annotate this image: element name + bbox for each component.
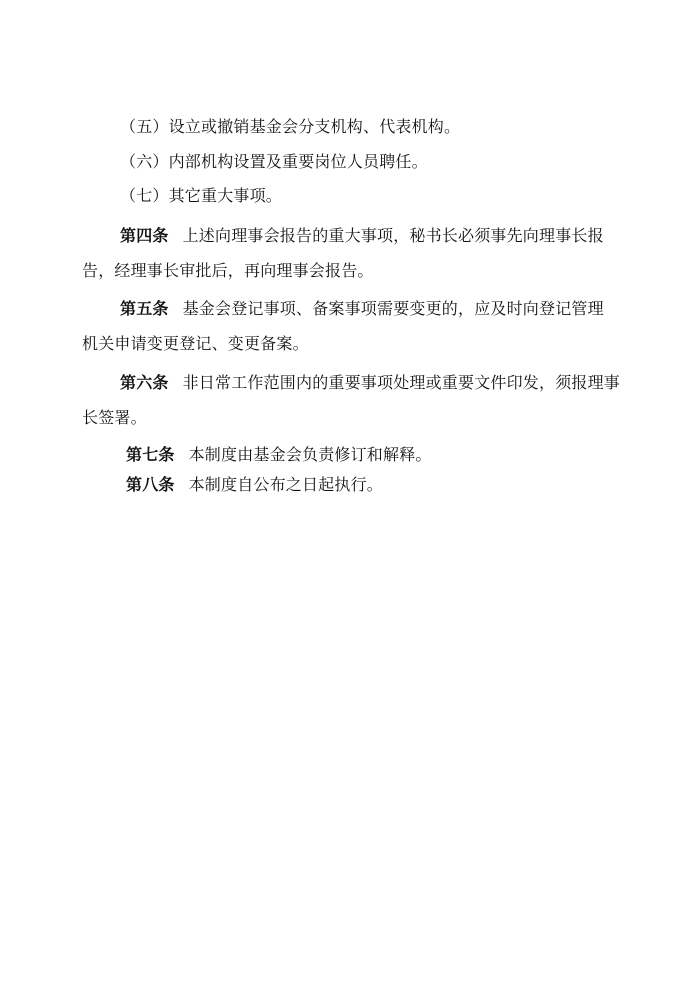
article-6-line-2: 长签署。 xyxy=(82,408,147,427)
article-8-text-1: 本制度自公布之日起执行。 xyxy=(188,475,384,494)
article-4-text-1: 上述向理事会报告的重大事项，秘书长必须事先向理事长报 xyxy=(182,226,604,245)
article-8-heading: 第八条 xyxy=(126,475,175,494)
article-5-line-2: 机关申请变更登记、变更备案。 xyxy=(82,334,309,353)
article-4-heading: 第四条 xyxy=(120,226,169,245)
article-5-text-1: 基金会登记事项、备案事项需要变更的，应及时向登记管理 xyxy=(182,299,604,318)
article-7-line-1 xyxy=(126,444,432,466)
item-7: （七）其它重大事项。 xyxy=(120,186,283,205)
article-4-line-1 xyxy=(120,225,620,247)
article-7-text-1: 本制度由基金会负责修订和解释。 xyxy=(188,445,432,464)
article-6-text-1: 非日常工作范围内的重要事项处理或重要文件印发，须报理事 xyxy=(182,373,621,392)
item-6: （六）内部机构设置及重要岗位人员聘任。 xyxy=(120,152,428,171)
article-7-heading: 第七条 xyxy=(126,445,175,464)
article-5-heading: 第五条 xyxy=(120,299,169,318)
article-6-line-1 xyxy=(120,372,620,394)
item-5: （五）设立或撤销基金会分支机构、代表机构。 xyxy=(120,117,461,136)
article-6-heading: 第六条 xyxy=(120,373,169,392)
article-8-line-1 xyxy=(126,474,383,496)
article-5-line-1 xyxy=(120,298,620,320)
article-4-line-2: 告，经理事长审批后，再向理事会报告。 xyxy=(82,261,374,280)
